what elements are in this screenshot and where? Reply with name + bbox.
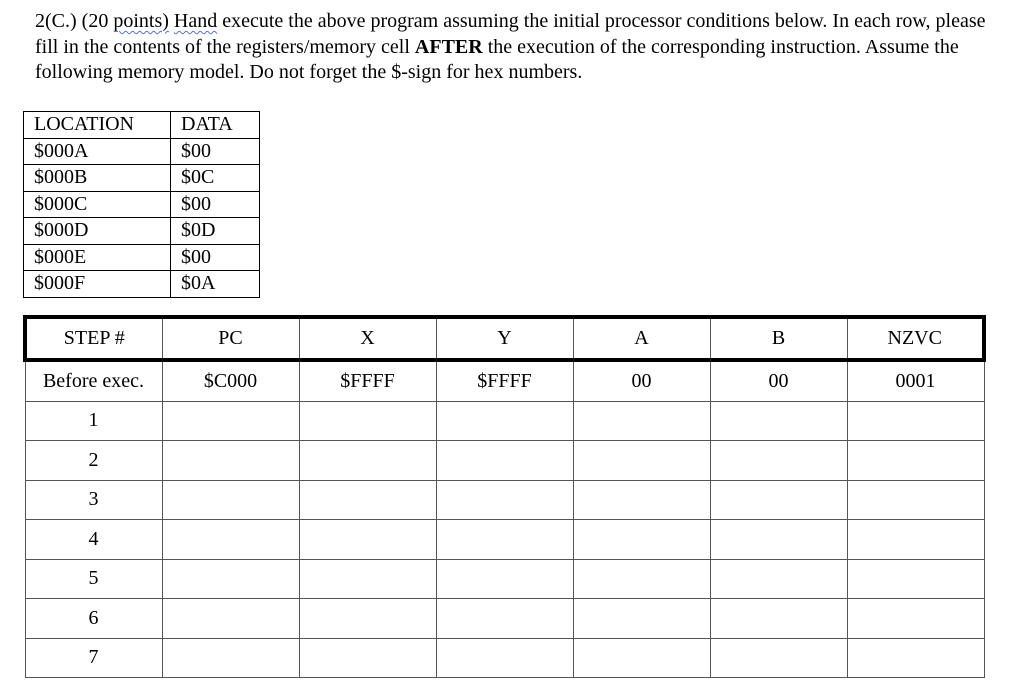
execution-row — [25, 520, 984, 560]
cell-step: Before exec. — [25, 360, 162, 401]
cell-a[interactable] — [573, 599, 710, 639]
question-body-2: the execution of the corresponding instruction. Assume the following memory model. Do not forget the $-sign for hex numbers. — [35, 35, 959, 83]
cell-pc[interactable] — [162, 638, 299, 678]
cell-nzvc[interactable] — [847, 401, 984, 441]
header-a: A — [573, 317, 710, 360]
cell-nzvc[interactable] — [847, 520, 984, 560]
memory-location-cell: $000B — [24, 165, 171, 192]
points-text: points) — [113, 10, 169, 32]
cell-pc[interactable] — [162, 559, 299, 599]
cell-b[interactable] — [710, 520, 847, 560]
execution-row — [25, 480, 984, 520]
cell-pc[interactable] — [162, 520, 299, 560]
cell-step: 6 — [25, 599, 162, 639]
memory-location-cell: $000A — [24, 138, 171, 165]
header-y: Y — [436, 317, 573, 360]
cell-x[interactable] — [299, 480, 436, 520]
memory-location-cell: $000E — [24, 244, 171, 271]
memory-row — [24, 218, 260, 245]
cell-x[interactable] — [299, 559, 436, 599]
memory-row — [24, 244, 260, 271]
cell-y[interactable] — [436, 480, 573, 520]
cell-y: $FFFF — [436, 360, 573, 401]
cell-a[interactable] — [573, 480, 710, 520]
execution-row — [25, 401, 984, 441]
cell-b[interactable] — [710, 480, 847, 520]
cell-a[interactable] — [573, 520, 710, 560]
memory-location-cell: $000F — [24, 271, 171, 298]
execution-row — [25, 599, 984, 639]
cell-nzvc[interactable] — [847, 559, 984, 599]
question-text — [35, 9, 1010, 86]
cell-step: 1 — [25, 401, 162, 441]
memory-data-cell: $00 — [171, 191, 260, 218]
header-pc: PC — [162, 317, 299, 360]
memory-row — [24, 165, 260, 192]
after-emphasis: AFTER — [414, 35, 483, 58]
memory-location-cell: $000D — [24, 218, 171, 245]
cell-pc[interactable] — [162, 599, 299, 639]
cell-a[interactable] — [573, 441, 710, 481]
memory-row — [24, 271, 260, 298]
cell-b[interactable] — [710, 401, 847, 441]
cell-b[interactable] — [710, 638, 847, 678]
execution-header-row — [25, 317, 984, 360]
execution-table — [23, 315, 986, 678]
cell-b[interactable] — [710, 441, 847, 481]
cell-x[interactable] — [299, 599, 436, 639]
execution-row — [25, 441, 984, 481]
cell-a[interactable] — [573, 401, 710, 441]
cell-pc[interactable] — [162, 401, 299, 441]
cell-step: 2 — [25, 441, 162, 481]
hand-text: Hand — [173, 10, 218, 32]
memory-header-location: LOCATION — [24, 112, 171, 139]
execution-row — [25, 360, 984, 401]
cell-y[interactable] — [436, 559, 573, 599]
memory-data-cell: $00 — [171, 138, 260, 165]
cell-x: $FFFF — [299, 360, 436, 401]
cell-y[interactable] — [436, 441, 573, 481]
question-body-1: execute the above program assuming the initial processor conditions below. In each row, please fill in the contents of the registers/memory cell — [35, 10, 986, 58]
header-nzvc: NZVC — [847, 317, 984, 360]
memory-location-cell: $000C — [24, 191, 171, 218]
memory-row — [24, 191, 260, 218]
memory-table — [23, 111, 260, 298]
header-x: X — [299, 317, 436, 360]
cell-y[interactable] — [436, 401, 573, 441]
cell-nzvc[interactable] — [847, 441, 984, 481]
cell-b: 00 — [710, 360, 847, 401]
cell-nzvc: 0001 — [847, 360, 984, 401]
cell-a: 00 — [573, 360, 710, 401]
memory-header-row — [24, 112, 260, 139]
memory-data-cell: $00 — [171, 244, 260, 271]
cell-b[interactable] — [710, 599, 847, 639]
cell-step: 4 — [25, 520, 162, 560]
cell-y[interactable] — [436, 599, 573, 639]
header-b: B — [710, 317, 847, 360]
cell-y[interactable] — [436, 520, 573, 560]
cell-x[interactable] — [299, 638, 436, 678]
memory-data-cell: $0C — [171, 165, 260, 192]
cell-b[interactable] — [710, 559, 847, 599]
execution-row — [25, 559, 984, 599]
cell-x[interactable] — [299, 401, 436, 441]
cell-nzvc[interactable] — [847, 638, 984, 678]
question-prefix: 2(C.) (20 — [35, 10, 114, 32]
cell-step: 5 — [25, 559, 162, 599]
execution-row — [25, 638, 984, 678]
memory-data-cell: $0A — [171, 271, 260, 298]
cell-x[interactable] — [299, 520, 436, 560]
execution-body — [25, 360, 984, 678]
memory-data-cell: $0D — [171, 218, 260, 245]
cell-step: 3 — [25, 480, 162, 520]
header-step: STEP # — [25, 317, 162, 360]
cell-pc[interactable] — [162, 480, 299, 520]
cell-step: 7 — [25, 638, 162, 678]
cell-pc: $C000 — [162, 360, 299, 401]
memory-row — [24, 138, 260, 165]
cell-nzvc[interactable] — [847, 480, 984, 520]
cell-a[interactable] — [573, 559, 710, 599]
cell-nzvc[interactable] — [847, 599, 984, 639]
cell-y[interactable] — [436, 638, 573, 678]
memory-header-data: DATA — [171, 112, 260, 139]
cell-x[interactable] — [299, 441, 436, 481]
cell-a[interactable] — [573, 638, 710, 678]
cell-pc[interactable] — [162, 441, 299, 481]
